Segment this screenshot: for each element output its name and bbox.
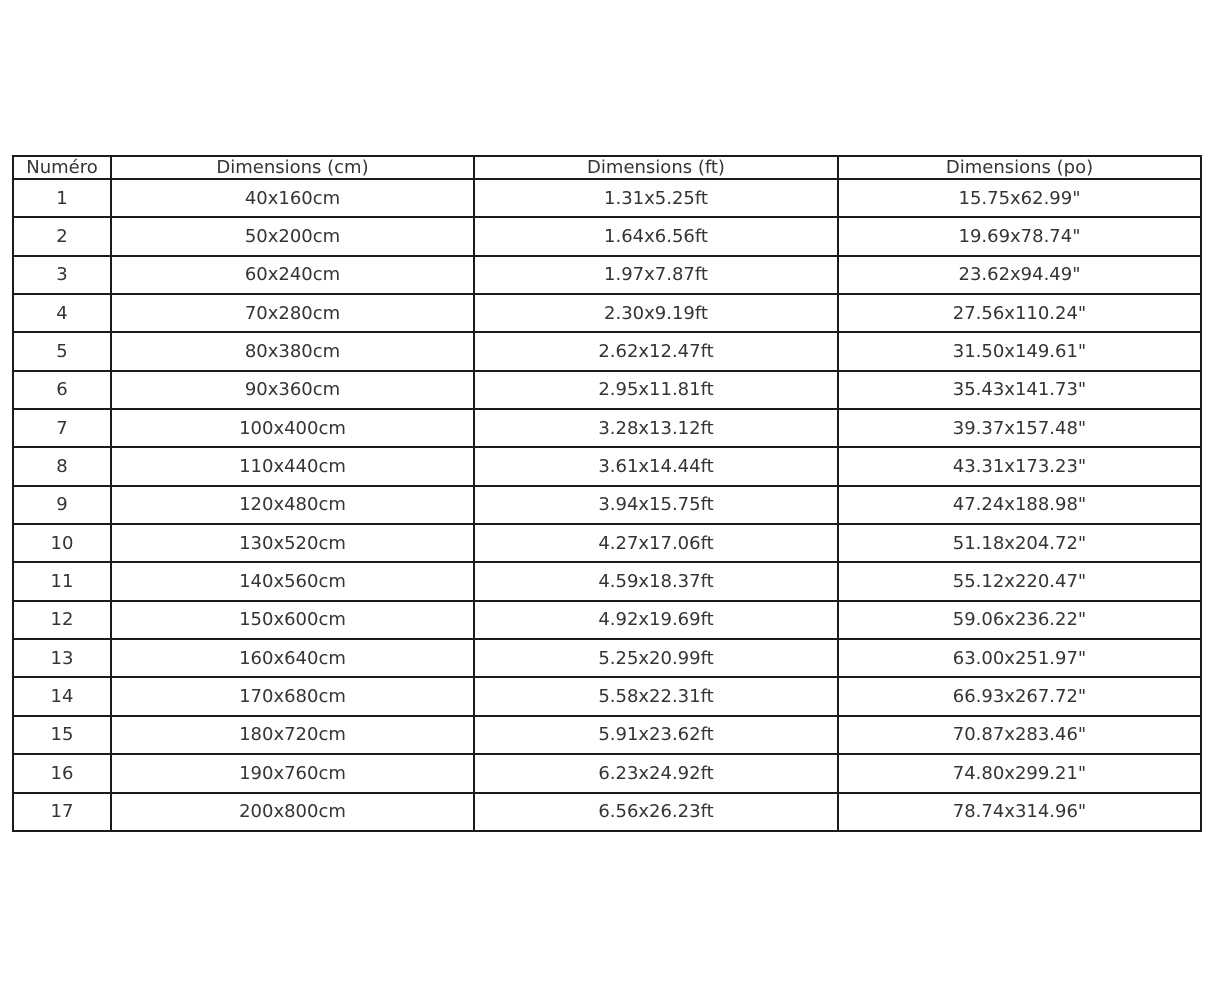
table-row [13,256,1201,294]
table-cell: 14 [13,677,111,715]
table-cell: 2 [13,217,111,255]
table-row [13,486,1201,524]
table-cell: 5.25x20.99ft [474,639,838,677]
table-cell: 50x200cm [111,217,474,255]
table-cell: 4 [13,294,111,332]
table-cell: 74.80x299.21" [838,754,1201,792]
table-cell: 2.62x12.47ft [474,332,838,370]
table-cell: 59.06x236.22" [838,601,1201,639]
table-cell: 31.50x149.61" [838,332,1201,370]
table-cell: 10 [13,524,111,562]
table-cell: 27.56x110.24" [838,294,1201,332]
table-cell: 110x440cm [111,447,474,485]
table-cell: 3.28x13.12ft [474,409,838,447]
table-cell: 6.56x26.23ft [474,793,838,832]
table-cell: 1.64x6.56ft [474,217,838,255]
table-row [13,217,1201,255]
dimensions-conversion-table [12,155,1202,832]
table-cell: 5.91x23.62ft [474,716,838,754]
table-cell: 17 [13,793,111,832]
table-cell: 2.95x11.81ft [474,371,838,409]
table-row [13,639,1201,677]
table-cell: 39.37x157.48" [838,409,1201,447]
header-numero: Numéro [13,156,111,179]
table-body [13,179,1201,831]
table-cell: 4.27x17.06ft [474,524,838,562]
table-cell: 35.43x141.73" [838,371,1201,409]
table-cell: 150x600cm [111,601,474,639]
table-cell: 55.12x220.47" [838,562,1201,600]
table-cell: 78.74x314.96" [838,793,1201,832]
table-cell: 11 [13,562,111,600]
table-cell: 12 [13,601,111,639]
table-cell: 15.75x62.99" [838,179,1201,217]
table-row [13,562,1201,600]
table-cell: 4.92x19.69ft [474,601,838,639]
table-row [13,447,1201,485]
table-cell: 60x240cm [111,256,474,294]
table-cell: 1 [13,179,111,217]
table-cell: 2.30x9.19ft [474,294,838,332]
table-cell: 90x360cm [111,371,474,409]
table-cell: 200x800cm [111,793,474,832]
table-cell: 3.94x15.75ft [474,486,838,524]
table-cell: 43.31x173.23" [838,447,1201,485]
table-cell: 3 [13,256,111,294]
table-row [13,793,1201,832]
table-cell: 6.23x24.92ft [474,754,838,792]
table-cell: 4.59x18.37ft [474,562,838,600]
table-cell: 100x400cm [111,409,474,447]
table-cell: 13 [13,639,111,677]
table-row [13,716,1201,754]
table-cell: 5 [13,332,111,370]
table-cell: 170x680cm [111,677,474,715]
table-cell: 160x640cm [111,639,474,677]
table-cell: 6 [13,371,111,409]
table-cell: 66.93x267.72" [838,677,1201,715]
table-cell: 15 [13,716,111,754]
table-row [13,294,1201,332]
table-cell: 3.61x14.44ft [474,447,838,485]
header-dimensions-po: Dimensions (po) [838,156,1201,179]
table-row [13,524,1201,562]
table-cell: 16 [13,754,111,792]
table-row [13,677,1201,715]
table-cell: 120x480cm [111,486,474,524]
table-row [13,754,1201,792]
table-cell: 8 [13,447,111,485]
table-row [13,332,1201,370]
table-cell: 63.00x251.97" [838,639,1201,677]
table-cell: 7 [13,409,111,447]
table-cell: 5.58x22.31ft [474,677,838,715]
table-header [13,156,1201,179]
table-cell: 180x720cm [111,716,474,754]
header-dimensions-cm: Dimensions (cm) [111,156,474,179]
table-cell: 190x760cm [111,754,474,792]
table-row [13,371,1201,409]
table-row [13,601,1201,639]
header-dimensions-ft: Dimensions (ft) [474,156,838,179]
table-cell: 140x560cm [111,562,474,600]
table-row [13,409,1201,447]
table-cell: 40x160cm [111,179,474,217]
table-header-row [13,156,1201,179]
table-cell: 130x520cm [111,524,474,562]
table-cell: 70.87x283.46" [838,716,1201,754]
table-cell: 51.18x204.72" [838,524,1201,562]
table-cell: 23.62x94.49" [838,256,1201,294]
table-cell: 1.97x7.87ft [474,256,838,294]
table-row [13,179,1201,217]
table-cell: 70x280cm [111,294,474,332]
table-cell: 47.24x188.98" [838,486,1201,524]
table-cell: 19.69x78.74" [838,217,1201,255]
table-cell: 9 [13,486,111,524]
table-cell: 80x380cm [111,332,474,370]
table-cell: 1.31x5.25ft [474,179,838,217]
